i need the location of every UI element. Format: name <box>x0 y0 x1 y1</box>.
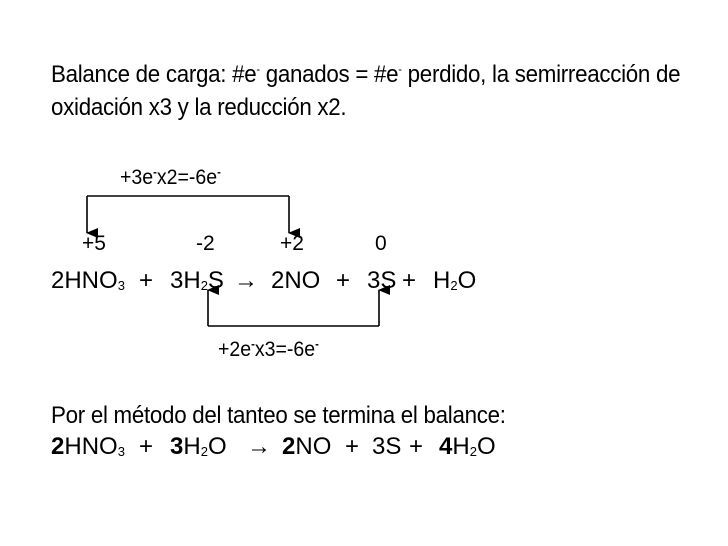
plus-sign: + <box>345 433 360 460</box>
reactant-hno3: 2HNO3 <box>51 267 125 294</box>
annotation-text: +3e <box>120 166 154 189</box>
reactant-h2s: 3H2S <box>170 267 224 294</box>
reaction-arrow: → <box>234 267 258 294</box>
product-h2o: H2O <box>433 267 477 294</box>
annotation-text: x3=-6e <box>254 338 316 361</box>
oxidation-state-n-reactant: +5 <box>82 232 106 255</box>
electron-charge-superscript: - <box>153 165 157 179</box>
top-bracket <box>87 196 289 233</box>
balanced-no: 2NO <box>282 433 332 460</box>
intro-line-2: oxidación x3 y la reducción x2. <box>51 94 347 121</box>
electron-charge-superscript: - <box>315 337 319 351</box>
intro-text: ganados = #e <box>259 61 399 88</box>
balanced-h2o-reactant: 3H2O <box>170 433 227 460</box>
plus-sign: + <box>139 267 154 294</box>
balanced-sulfur: 3S <box>372 433 402 460</box>
annotation-text: +2e <box>218 338 252 361</box>
oxidation-electron-annotation <box>218 338 319 364</box>
electron-charge-superscript: - <box>398 62 402 76</box>
plus-sign: + <box>139 433 154 460</box>
electron-charge-superscript: - <box>251 337 255 351</box>
balanced-h2o-product: 4H2O <box>439 433 496 460</box>
oxidation-state-s-reactant: -2 <box>196 232 215 255</box>
plus-sign: + <box>336 267 351 294</box>
plus-sign: + <box>409 433 424 460</box>
intro-text: perdido, la semirreacción de <box>401 61 681 88</box>
oxidation-state-s-product: 0 <box>375 232 387 255</box>
balanced-hno3: 2HNO3 <box>51 433 125 460</box>
electron-charge-superscript: - <box>217 165 221 179</box>
oxidation-state-n-product: +2 <box>280 232 304 255</box>
plus-sign: + <box>402 267 417 294</box>
annotation-text: x2=-6e <box>156 166 218 189</box>
intro-text: Balance de carga: #e <box>51 61 257 88</box>
method-text: Por el método del tanteo se termina el balance: <box>51 402 506 429</box>
reaction-arrow: → <box>247 433 271 460</box>
electron-charge-superscript: - <box>256 62 260 76</box>
product-sulfur: 3S <box>367 267 397 294</box>
product-no: 2NO <box>271 267 321 294</box>
